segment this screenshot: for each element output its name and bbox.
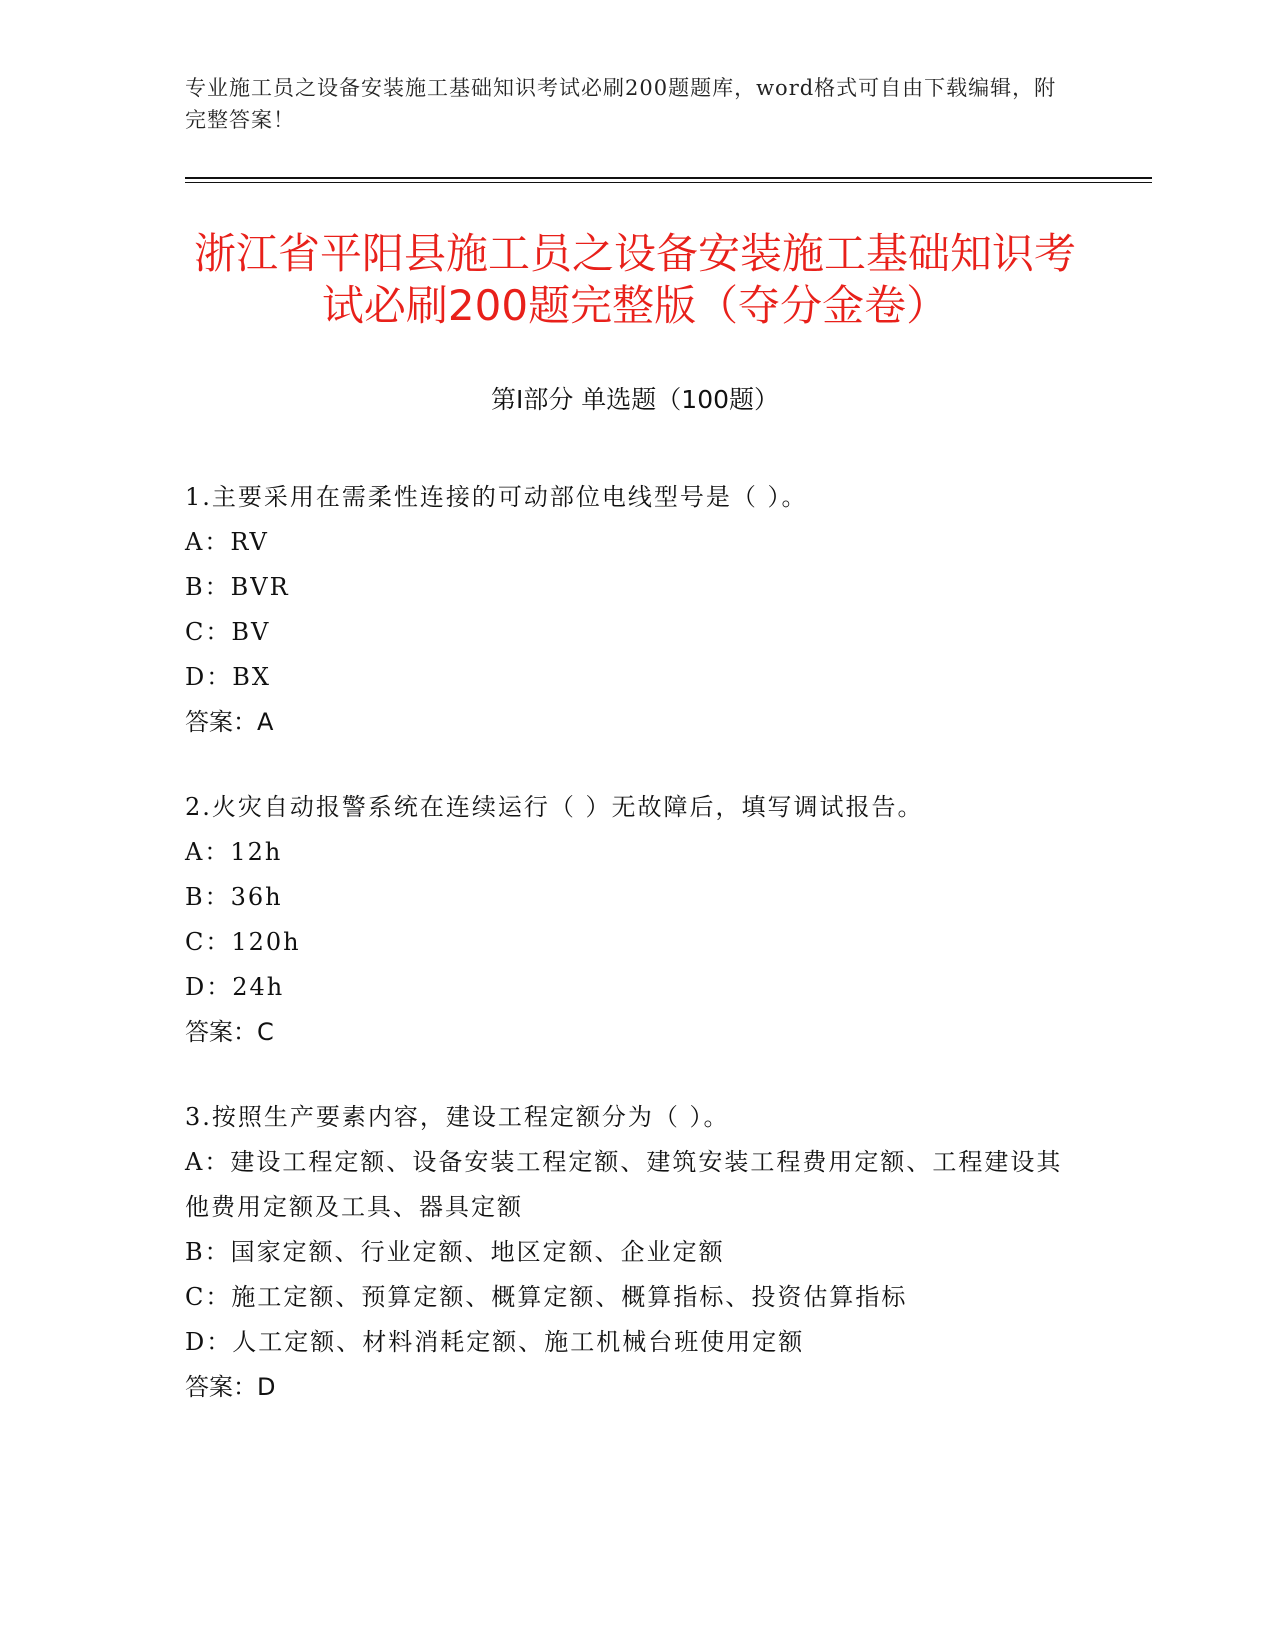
- option-c: C：120h: [185, 928, 301, 956]
- answer: 答案：D: [185, 1373, 276, 1401]
- option-a: A：建设工程定额、设备安装工程定额、建筑安装工程费用定额、工程建设其他费用定额及工具、器具定额: [185, 1148, 1063, 1221]
- option-b: B：36h: [185, 883, 283, 911]
- option-d: D：24h: [185, 973, 285, 1001]
- question-stem: 2.火灾自动报警系统在连续运行（ ）无故障后，填写调试报告。: [185, 793, 924, 821]
- question-1: [185, 475, 1085, 745]
- option-a: A：RV: [185, 528, 269, 556]
- question-stem: 1.主要采用在需柔性连接的可动部位电线型号是（ ）。: [185, 483, 808, 511]
- option-a: A：12h: [185, 838, 283, 866]
- question-list: [185, 475, 1085, 1450]
- option-b: B：BVR: [185, 573, 290, 601]
- question-3: [185, 1095, 1085, 1410]
- option-d: D：人工定额、材料消耗定额、施工机械台班使用定额: [185, 1328, 805, 1356]
- answer: 答案：C: [185, 1018, 274, 1046]
- option-c: C：BV: [185, 618, 271, 646]
- header-divider-thick: [185, 177, 1152, 179]
- document-title: 浙江省平阳县施工员之设备安装施工基础知识考试必刷200题完整版（夺分金卷）: [193, 229, 1076, 330]
- section-heading: 第Ⅰ部分 单选题（100题）: [490, 385, 780, 414]
- header-divider-thin: [185, 182, 1152, 183]
- question-stem: 3.按照生产要素内容，建设工程定额分为（ ）。: [185, 1103, 730, 1131]
- option-b: B：国家定额、行业定额、地区定额、企业定额: [185, 1238, 725, 1266]
- question-2: [185, 785, 1085, 1055]
- option-d: D：BX: [185, 663, 271, 691]
- header-note: 专业施工员之设备安装施工基础知识考试必刷200题题库，word格式可自由下载编辑，附完整答案！: [185, 76, 1057, 132]
- answer: 答案：A: [185, 708, 274, 736]
- option-c: C：施工定额、预算定额、概算定额、概算指标、投资估算指标: [185, 1283, 908, 1311]
